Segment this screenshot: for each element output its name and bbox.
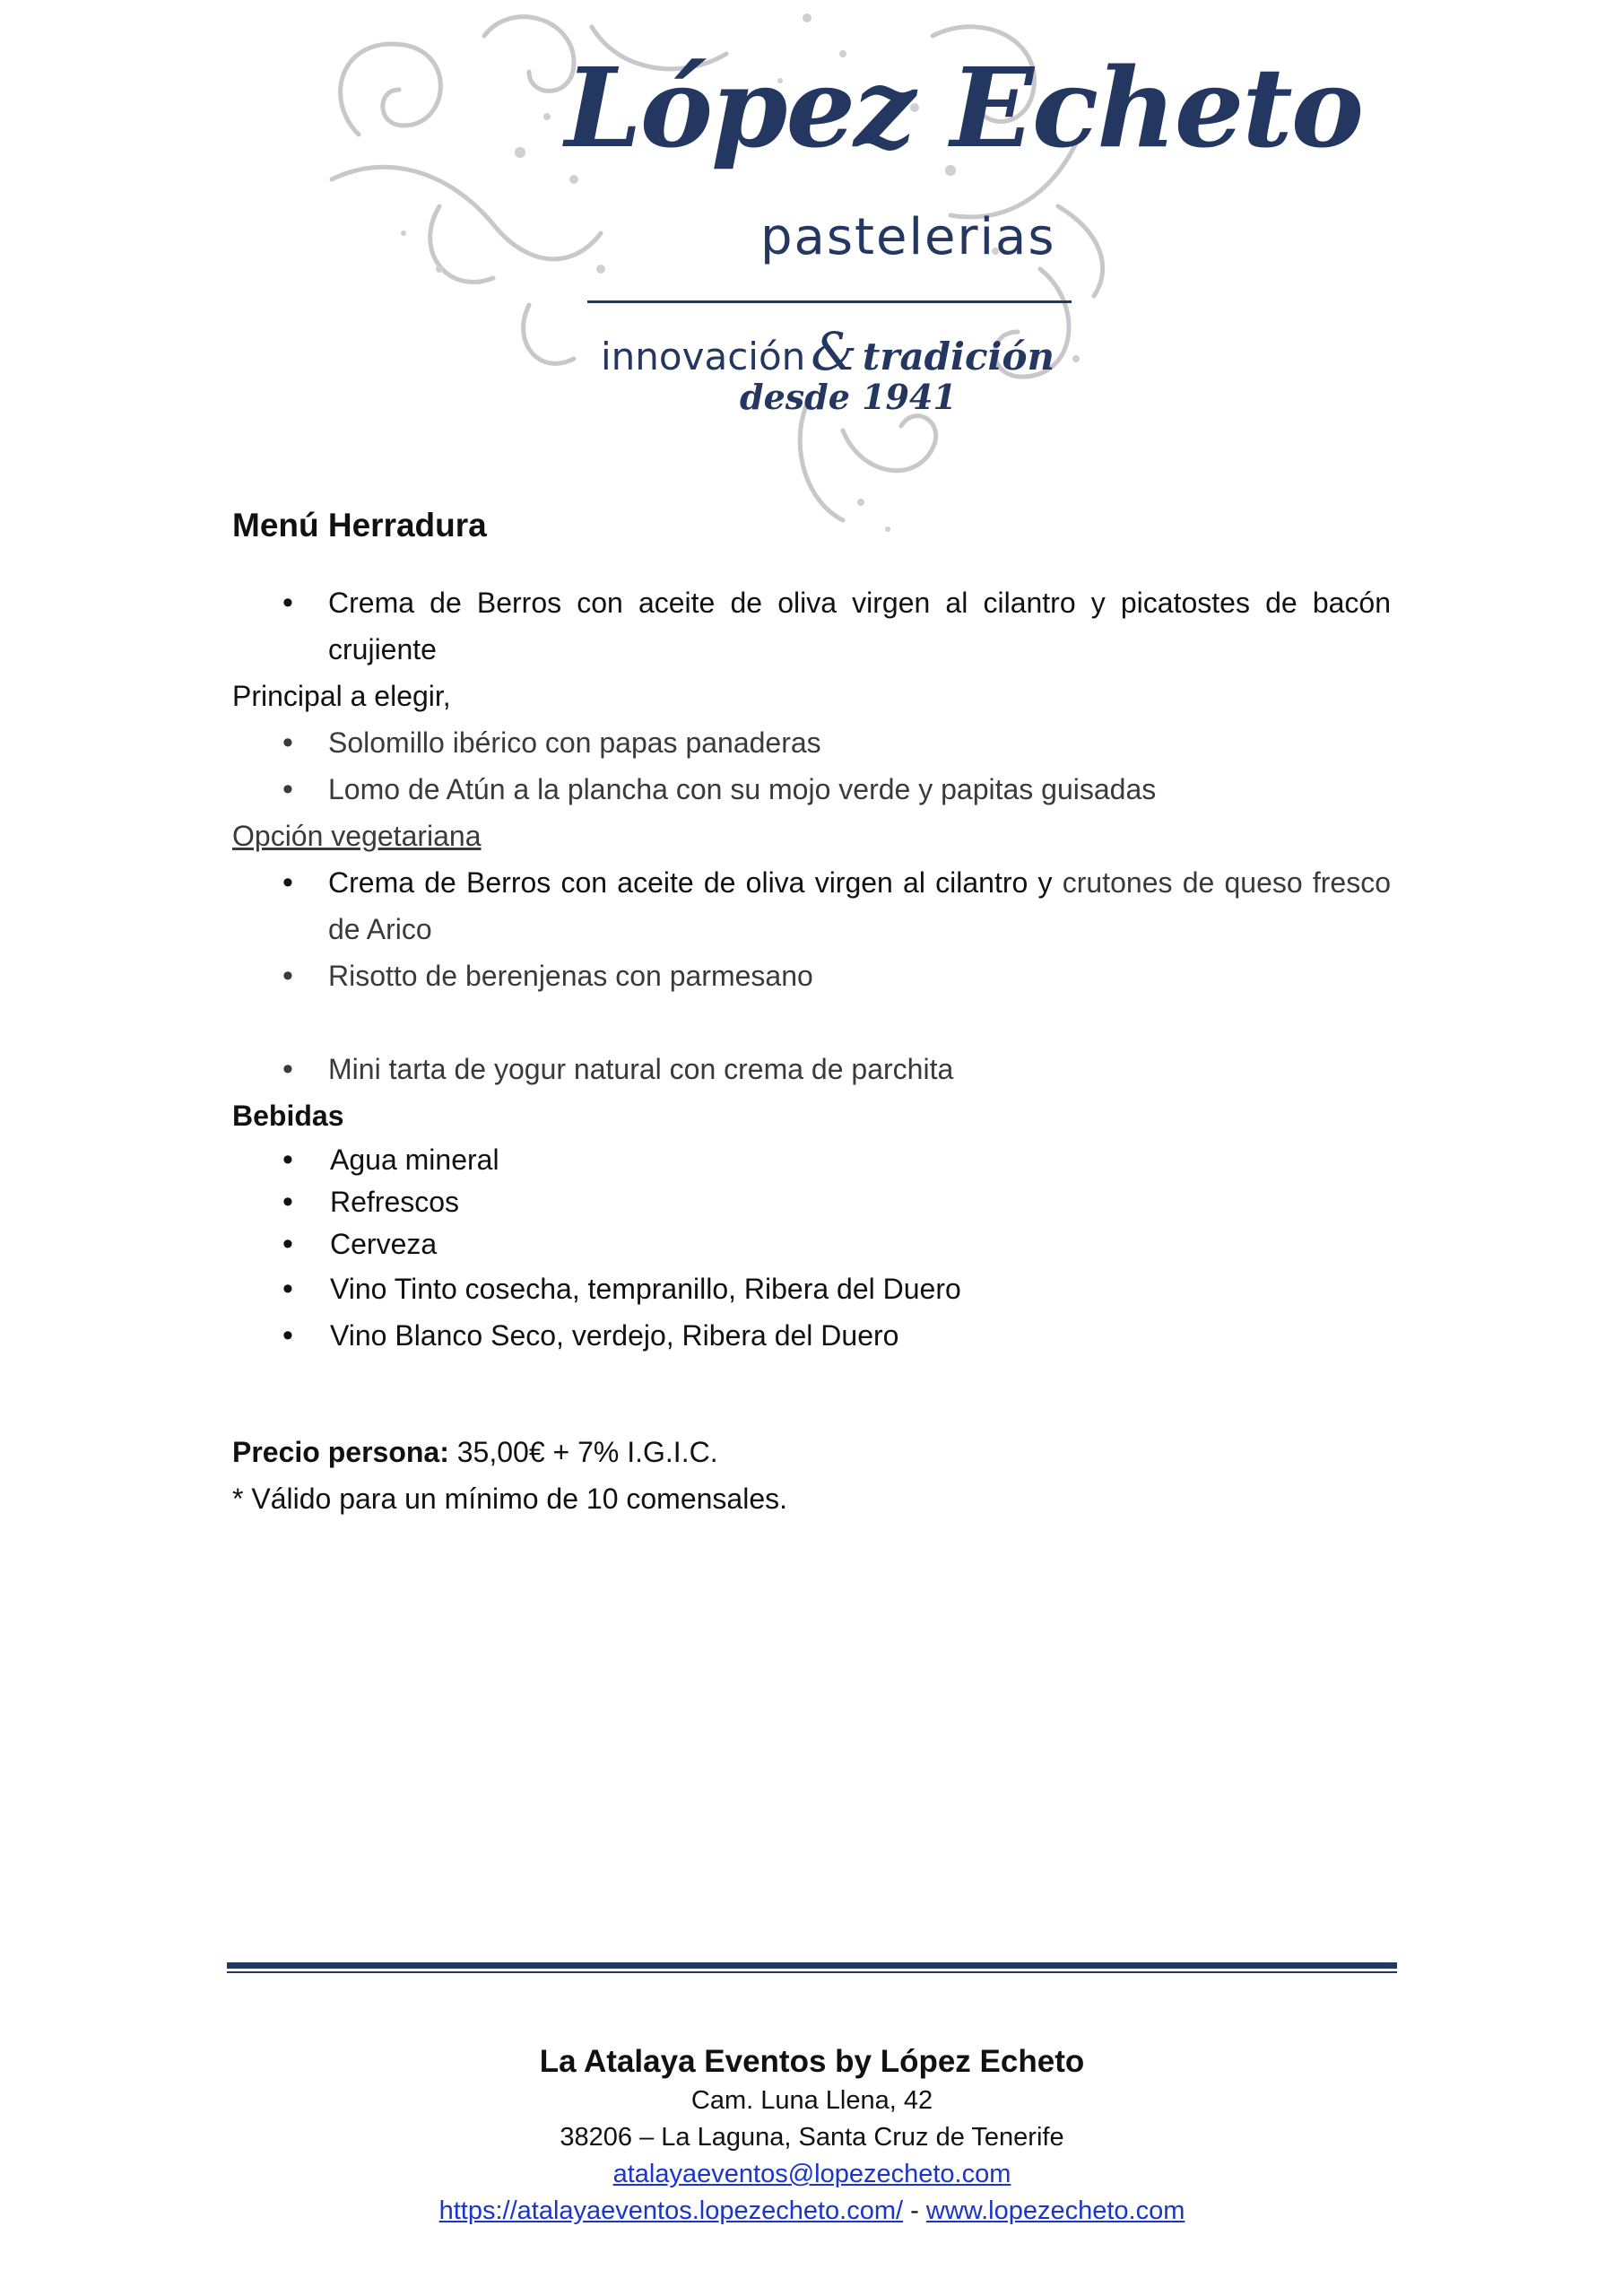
list-item: • Lomo de Atún a la plancha con su mojo verde y papitas guisadas (232, 766, 1391, 813)
min-guests-note: * Válido para un mínimo de 10 comensales. (232, 1483, 788, 1515)
price-label: Precio persona: (232, 1436, 449, 1468)
footer (227, 1962, 1397, 2230)
list-item: • Refrescos (232, 1181, 1391, 1223)
menu-title: Menú Herradura (232, 507, 487, 544)
email-link[interactable]: atalayaeventos@lopezecheto.com (612, 2160, 1011, 2188)
footer-divider-thin (227, 1971, 1397, 1973)
brand-tagline (601, 321, 1055, 382)
drinks-list (232, 1139, 1391, 1359)
price-line (232, 1429, 1391, 1475)
address-city: 38206 – La Laguna, Santa Cruz de Tenerife (560, 2123, 1064, 2152)
mains-list (232, 719, 1391, 813)
link-separator: - (910, 2196, 919, 2225)
list-item: • Agua mineral (232, 1139, 1391, 1181)
veg-list (232, 859, 1391, 999)
brand-since: desde 1941 (740, 377, 957, 417)
menu-content (232, 500, 1391, 1522)
company-name: La Atalaya Eventos by López Echeto (539, 2044, 1085, 2079)
tagline-innovation: innovación (601, 335, 806, 378)
drinks-heading: Bebidas (232, 1100, 344, 1132)
dessert-list (232, 1046, 1391, 1092)
price-value: 35,00€ + 7% I.G.I.C. (456, 1436, 718, 1468)
veg-item-part1: Crema de Berros con aceite de oliva virgen al cilantro y (328, 866, 1053, 899)
veg-heading: Opción vegetariana (232, 820, 482, 852)
spacer (232, 1359, 1391, 1429)
website-link[interactable]: https://atalayaeventos.lopezecheto.com/ (438, 2196, 904, 2225)
tagline-tradition: tradición (862, 335, 1055, 378)
logo (305, 0, 1363, 547)
list-item (232, 859, 1391, 952)
main-website-link[interactable]: www.lopezecheto.com (925, 2196, 1185, 2225)
list-item: • Crema de Berros con aceite de oliva virgen al cilantro y picatostes de bacón crujiente (232, 579, 1391, 673)
list-item: • Vino Blanco Seco, verdejo, Ribera del Duero (232, 1312, 1391, 1359)
main-heading: Principal a elegir, (232, 680, 451, 712)
list-item: • Vino Tinto cosecha, tempranillo, Ribera del Duero (232, 1265, 1391, 1312)
list-item: • Risotto de berenjenas con parmesano (232, 952, 1391, 999)
brand-logo-text: López Echeto (565, 43, 1363, 172)
list-item: • Cerveza (232, 1223, 1391, 1265)
address-street: Cam. Luna Llena, 42 (690, 2086, 933, 2115)
list-item: • Solomillo ibérico con papas panaderas (232, 719, 1391, 766)
list-item: • Mini tarta de yogur natural con crema de parchita (232, 1046, 1391, 1092)
footer-divider (227, 1962, 1397, 1969)
starter-list (232, 579, 1391, 673)
tagline-amp: & (811, 321, 857, 382)
veg-item-part2: crutones de queso fresco de Arico (328, 866, 1392, 945)
spacer (232, 999, 1391, 1046)
logo-divider (587, 300, 1072, 303)
brand-subtitle: pastelerias (760, 208, 1056, 266)
